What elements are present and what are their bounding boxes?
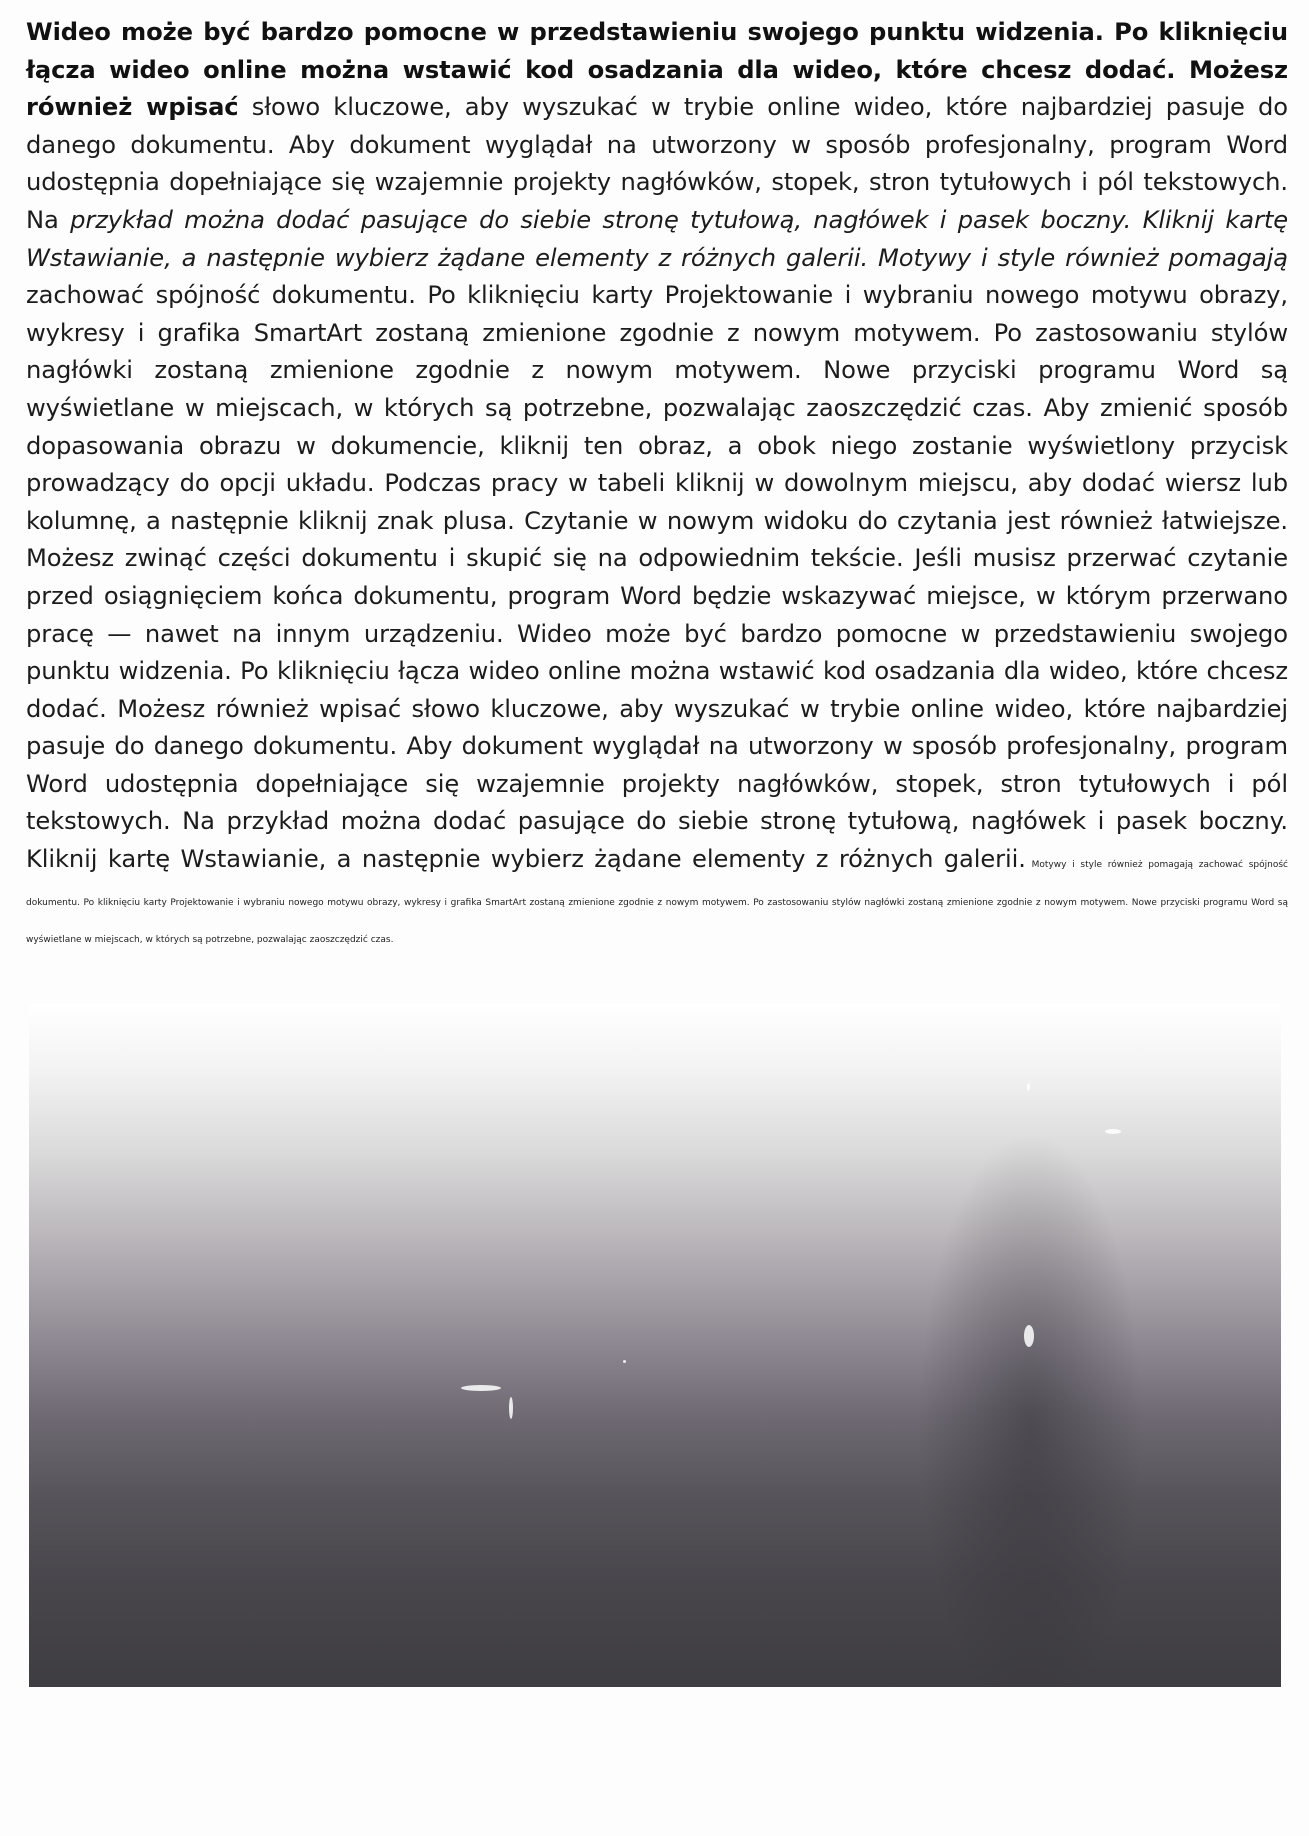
photo-dark-shading — [29, 1005, 1281, 1687]
photo-artifact — [623, 1360, 626, 1363]
small-print-text: Motywy i style również pomagają zachować spójność dokumentu. Po kliknięciu karty Projektowanie i wybraniu nowego motywu obrazy, wykresy i grafika SmartArt zostaną zmienione zgodnie z nowym motywem. Po zastosowaniu stylów nagłówki zostaną zmienione zgodnie z nowym motywem. Nowe przyciski programu Word są wyświetlane w miejscach, w których są potrzebne, pozwalając zaoszczędzić czas. — [26, 860, 1289, 946]
regular-text-1: słowo kluczowe, aby wyszukać w trybie online wideo, które najbardziej pasuje do danego dokumentu. Aby dokument wyglądał na utworzony w sposób profesjonalny, program Word udostępnia dopełniające się wzajemnie projekty nagłówków, stopek, stron tytułowych i pól tekstowych. Na — [26, 93, 1288, 234]
italic-text: przykład można dodać pasujące do siebie stronę tytułową, nagłówek i pasek boczny. Kliknij kartę Wstawianie, a następnie wybierz żądane elementy z różnych galerii. Motywy i style również pomagają — [26, 205, 1288, 272]
photo-artifact — [1105, 1129, 1121, 1134]
photo-artifact — [461, 1385, 501, 1391]
photo-artifact — [1027, 1083, 1030, 1091]
regular-text-2: zachować spójność dokumentu. Po kliknięciu karty Projektowanie i wybraniu nowego motywu obrazy, wykresy i grafika SmartArt zostaną zmienione zgodnie z nowym motywem. Po zastosowaniu stylów nagłówki zostaną zmienione zgodnie z nowym motywem. Nowe przyciski programu Word są wyświetlane w miejscach, w których są potrzebne, pozwalając zaoszczędzić czas. Aby zmienić sposób dopasowania obrazu w dokumencie, kliknij ten obraz, a obok niego zostanie wyświetlony przycisk prowadzący do opcji układu. Podczas pracy w tabeli kliknij w dowolnym miejscu, aby dodać wiersz lub kolumnę, a następnie kliknij znak plusa. Czytanie w nowym widoku do czytania jest również łatwiejsze. Możesz zwinąć części dokumentu i skupić się na odpowiednim tekście. Jeśli musisz przerwać czytanie przed osiągnięciem końca dokumentu, program Word będzie wskazywać miejsce, w którym przerwano pracę — nawet na innym urządzeniu. Wideo może być bardzo pomocne w przedstawieniu swojego punktu widzenia. Po kliknięciu łącza wideo online można wstawić kod osadzania dla wideo, które chcesz dodać. Możesz również wpisać słowo kluczowe, aby wyszukać w trybie online wideo, które najbardziej pasuje do danego dokumentu. Aby dokument wyglądał na utworzony w sposób profesjonalny, program Word udostępnia dopełniające się wzajemnie projekty nagłówków, stopek, stron tytułowych i pól tekstowych. Na przykład można dodać pasujące do siebie stronę tytułową, nagłówek i pasek boczny. Kliknij kartę Wstawianie, a następnie wybierz żądane elementy z różnych galerii. — [26, 281, 1288, 874]
grayscale-photo — [29, 1005, 1281, 1687]
photo-artifact — [1024, 1325, 1034, 1347]
photo-artifact — [509, 1397, 513, 1419]
bold-intro-text: Wideo może być bardzo pomocne w przedstawieniu swojego punktu widzenia. Po kliknięciu łącza wideo online można wstawić kod osadzania dla wideo, które chcesz dodać. Możesz również wpisać — [26, 18, 1288, 122]
body-paragraph — [26, 14, 1288, 954]
